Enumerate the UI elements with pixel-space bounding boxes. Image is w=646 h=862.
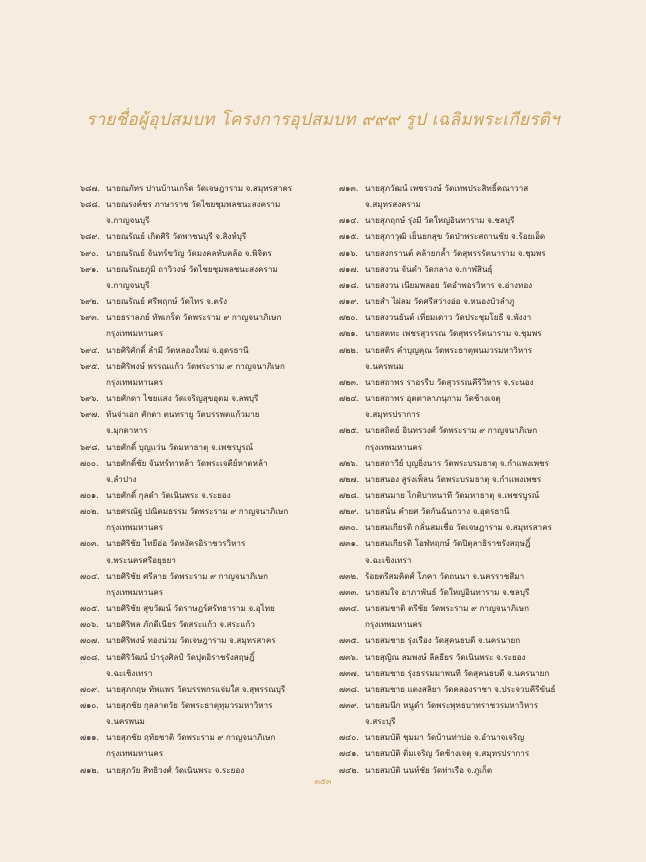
entry-text: นายสถาพร อุตตาลาภนุกาม วัดช้างเจตุ — [365, 393, 501, 404]
entry-number: ๗๐๗. — [80, 635, 100, 646]
entry-text: นายศักดา ไชยแสง วัดเจริญสุขอุดม จ.ลพบุรี — [106, 393, 259, 404]
entry-text: นายสถาพร ราอรรีบ วัดสุวรรณคีรีวิหาร จ.ระนอง — [365, 376, 534, 387]
entry-text-continued: กรุงเทพมหานคร — [365, 619, 423, 630]
entry-number: ๗๒๕. — [339, 425, 360, 436]
entry-number: ๗๑๔. — [339, 215, 359, 226]
entry-number: ๗๓๕. — [339, 635, 360, 646]
list-item — [339, 261, 589, 277]
list-item — [339, 745, 589, 761]
entry-number: ๗๑๕. — [339, 231, 359, 242]
list-item — [80, 228, 330, 244]
list-item — [339, 649, 589, 665]
entry-text: ร้อยตรีสมคิดศ์ โภคา วัดถนนา จ.นครราชสีมา — [365, 570, 525, 581]
list-item — [80, 632, 330, 648]
entry-text-continued: กรุงเทพมหานคร — [106, 586, 164, 597]
entry-text: นายสงกรานต์ คล้ายกล้ำ วัดสุพรรรัตนาราม จ.ชุมพร — [365, 247, 546, 258]
entry-text: นายสมนึก หนูดำ วัดพระพุทธบาทราชวรมหาวิหาร — [365, 700, 539, 710]
entry-text-continued: จ.สมุทรปราการ — [365, 409, 421, 420]
entry-number: ๗๓๔. — [339, 603, 360, 614]
list-item — [339, 535, 589, 551]
entry-text: นายธราลภย์ ทัพเกร็ด วัดพระราม ๙ กาญจนาภิเษก — [106, 312, 282, 323]
list-item — [80, 180, 330, 196]
list-item — [339, 455, 589, 471]
entry-text: นายสุภฤกษ์ รุ่งมี วัดใหญ่อินทาราม จ.ชลบุรี — [365, 215, 515, 226]
entry-number: ๗๐๔. — [80, 570, 100, 581]
list-item — [339, 180, 589, 196]
entry-number: ๗๑๐. — [80, 700, 99, 710]
list-item — [80, 196, 330, 212]
list-item — [339, 228, 589, 244]
entry-text: นายสมบัติ นนท์ชัย วัดท่าเรือ จ.ภูเก็ต — [365, 764, 493, 775]
entry-number: ๗๒๖. — [339, 457, 359, 468]
entry-text: นายศิริพงษ์ ทองน่วม วัดเจษฎาราม จ.สมุทรสาคร — [106, 635, 276, 646]
entry-number: ๖๙๖. — [80, 393, 99, 404]
list-item — [339, 681, 589, 697]
entry-text: นายสำ ไผ่ลม วัดศรีสว่างอ่อ จ.หนองบัวลำภู — [365, 296, 515, 307]
entry-number: ๗๒๓. — [339, 376, 359, 387]
entry-text-continued: จ.นครพนม — [106, 716, 145, 727]
entry-text: นายสมเกียรติ โอฬทฤกษ์ วัดปิตุลาธิราชรังสฤษฎิ์ — [365, 538, 531, 549]
entry-text: นายสถาวีย์ บุญยิ่งนาร วัดพระบรมธาตุ จ.กำแพงเพชร — [365, 457, 549, 468]
entry-number: ๗๓๖. — [339, 651, 359, 662]
entry-text-continued: จ.นครพนม — [365, 360, 404, 371]
entry-text: นายสมชาย รุ่งเรือง วัดสุคนธบดี จ.นครนายก — [365, 635, 521, 646]
entry-text: นายศิริศักดิ์ ลำมี วัดหลองใหม่ จ.อุดรธานี — [106, 344, 249, 355]
list-item — [339, 325, 589, 341]
list-item — [80, 293, 330, 309]
entry-text: นายศิริพล ภักดีเนียร วัดสระแก้ว จ.สระแก้ว — [106, 619, 255, 630]
entry-number: ๗๓๗. — [339, 667, 360, 678]
entry-text: นายศิริชัย สุขวัฒน์ วัดราษฎร์ศรัทธาราม จ.อุไทย — [106, 603, 275, 614]
entry-number: ๗๔๒. — [339, 764, 360, 775]
entry-number: ๖๙๓. — [80, 312, 100, 323]
list-item — [339, 503, 589, 519]
entry-number: ๗๓๓. — [339, 586, 359, 597]
list-item — [80, 503, 330, 519]
entry-text-continued: กรุงเทพมหานคร — [106, 748, 164, 759]
entry-text: นายสุภาวุฒิ เย็นยกสุข วัดป่าพระสถานชัย จ.ร้อยเอ็ด — [365, 231, 546, 242]
list-item — [339, 584, 589, 600]
entry-number: ๖๙๗. — [80, 409, 100, 420]
entry-text: นายสนั่น คำยศ วัดกันฉันกวาง จ.อุดรธานี — [365, 506, 510, 517]
right-name-column — [339, 180, 589, 778]
entry-number: ๗๓๒. — [339, 570, 359, 581]
entry-text: นายสติร คำบุญคุณ วัดพระธาตุพนมวรมหาวิหาร — [365, 344, 533, 355]
entry-text: นายสมชาติ ตรีชัย วัดพระราม ๙ กาญจนาภิเษก — [365, 603, 530, 614]
list-item — [80, 535, 330, 551]
entry-number: ๗๔๐. — [339, 732, 359, 743]
entry-number: ๗๐๕. — [80, 603, 100, 614]
entry-text-continued: จ.ฉะเชิงเทรา — [106, 667, 153, 678]
list-item — [339, 568, 589, 584]
entry-number: ๗๐๘. — [80, 651, 100, 662]
list-item — [339, 487, 589, 503]
list-item — [80, 697, 330, 713]
entry-number: ๖๙๔. — [80, 344, 100, 355]
entry-text: นายณรัณย์ เกิดศิริ วัดพาชนบุรี จ.สิงห์บุรี — [106, 231, 247, 242]
entry-number: ๗๓๙. — [339, 700, 360, 710]
entry-number: ๗๑๖. — [339, 247, 358, 258]
entry-text-continued: จ.พระนครศรีอยุธยา — [106, 554, 176, 565]
list-item — [80, 455, 330, 471]
entry-text: ทันจ่าเอก ศักดา ตนทรายู วัดบรรพตแก้วมาย — [106, 409, 260, 420]
entry-text: นายสุญิณ สมพงษ์ ลีลธียร วัดเนินพระ จ.ระยอง — [365, 651, 526, 662]
entry-text: นายศักดิ์ชัย จันทร์ทาหล้า วัดพระเจดีย์หาดหล้า — [106, 457, 268, 468]
entry-text: นายสมเกียรติ กลั่นสมเชื่อ วัดเจษฎาราม จ.สมุทรสาคร — [365, 522, 552, 533]
list-item — [80, 342, 330, 358]
entry-number: ๗๑๑. — [80, 732, 99, 743]
entry-number: ๗๐๖. — [80, 619, 99, 630]
list-item — [80, 439, 330, 455]
entry-number: ๗๑๓. — [339, 183, 359, 193]
entry-number: ๖๙๒. — [80, 296, 99, 307]
entry-text-continued: จ.มุกดาหาร — [106, 425, 148, 436]
entry-number: ๗๒๙. — [339, 506, 359, 517]
entry-text: นายสมชาย แตงสลิยา วัดคลองราชา จ.ประจวบคีรีขันธ์ — [365, 683, 556, 694]
entry-text: นายสตทะ เพชรสุวรรณ วัดสุพรรรัตนาราม จ.ชุมพร — [365, 328, 542, 339]
entry-text: นายศิริวัฒน์ บำรุงศิลป์ วัดปุตอิราชรังสฤษฎิ์ — [106, 651, 255, 662]
list-item — [339, 245, 589, 261]
entry-number: ๖๙๘. — [80, 441, 100, 452]
entry-number: ๗๒๒. — [339, 344, 359, 355]
entry-number: ๗๓๐. — [339, 522, 359, 533]
entry-text: นายสุภวัย สิทธิวงศ์ วัดเนินพระ จ.ระยอง — [106, 764, 245, 775]
entry-text: นายสนมาย ไกติบาทนาที วัดมหาธาตุ จ.เพชรบูรณ์ — [365, 489, 540, 500]
entry-number: ๗๐๒. — [80, 506, 99, 517]
list-item — [339, 309, 589, 325]
entry-number: ๗๐๓. — [80, 538, 100, 549]
list-item — [80, 729, 330, 745]
list-item — [80, 261, 330, 277]
entry-text: นายสมชาย รุ่งธรรมมาพนที วัดสุคนธบดี จ.นครนายก — [365, 667, 550, 678]
entry-text: นายสุภวัฒน์ เพชรวงษ์ วัดเทพประสิทธิ์คณาวาส — [365, 183, 529, 193]
list-item — [339, 390, 589, 406]
entry-text: นายสมบัติ ชุมมา วัดบ้านท่าบ่อ จ.อำนาจเจริญ — [365, 732, 525, 743]
entry-number: ๗๒๑. — [339, 328, 359, 339]
entry-text: นายสงวนธันต์ เที่ยมเดาว วัดประชุมโยธี จ.พังงา — [365, 312, 532, 323]
list-item — [339, 212, 589, 228]
entry-number: ๖๘๘. — [80, 199, 101, 210]
entry-number: ๖๙๕. — [80, 360, 100, 371]
list-item — [339, 422, 589, 438]
entry-text: นายสุภชัย กุลลาตวัย วัดพระธาตุทุมวรมหาวิหาร — [106, 700, 273, 710]
list-item — [339, 729, 589, 745]
entry-number: ๗๑๘. — [339, 279, 360, 290]
entry-text: นายสถิตย์ อินทรวงศ์ วัดพระราม ๙ กาญจนาภิเษก — [365, 425, 538, 436]
list-item — [80, 649, 330, 665]
entry-text-continued: จ.ลำปาง — [106, 473, 137, 484]
list-item — [339, 342, 589, 358]
list-item — [80, 309, 330, 325]
entry-text: นายศักดิ์ บุญแว่น วัดมหาธาตุ จ.เพชรบูรณ์ — [106, 441, 254, 452]
list-item — [80, 358, 330, 374]
list-item — [339, 277, 589, 293]
entry-number: ๗๓๘. — [339, 683, 360, 694]
entry-text-continued: กรุงเทพมหานคร — [106, 328, 164, 339]
entry-text-continued: จ.สมุทรสงคราม — [365, 199, 421, 210]
list-item — [80, 245, 330, 261]
entry-number: ๖๘๙. — [80, 231, 100, 242]
entry-number: ๗๐๙. — [80, 683, 100, 694]
list-item — [339, 471, 589, 487]
entry-text: นายศรณัฐ ปณิดมธรรม วัดพระราม ๙ กาญจนาภิเษก — [106, 506, 289, 517]
left-name-column — [80, 180, 330, 778]
list-item — [80, 406, 330, 422]
entry-text: นายศิริชัย ไทยีอ่อ วัดหงัครอิราชวรวิหาร — [106, 538, 246, 549]
entry-text: นายสมใจ อาภาพันธ์ วัดใหญ่อินทาราม จ.ชลบุรี — [365, 586, 530, 597]
list-item — [339, 697, 589, 713]
entry-number: ๗๒๘. — [339, 489, 360, 500]
entry-number: ๗๓๑. — [339, 538, 359, 549]
entry-number: ๗๒๔. — [339, 393, 360, 404]
entry-text: นายสงวน เนียมพลอย วัดอำพอรวิหาร จ.อ่างทอง — [365, 279, 533, 290]
entry-text: นายสงวน จันดำ วัดกลาง จ.กาฬสินธุ์ — [365, 263, 493, 274]
entry-text: นายศิริพงษ์ พรรณแก้ว วัดพระราม ๙ กาญจนาภิเษก — [106, 360, 285, 371]
list-item — [80, 616, 330, 632]
entry-text: นายสุภชัย ฤทัยชาติ วัดพระราม ๙ กาญจนาภิเษก — [106, 732, 276, 743]
entry-text: นายสมบัติ ติ่มเจริญ วัดช้างเจตุ จ.สมุทรปราการ — [365, 748, 530, 759]
entry-text: นายสนอง สูรงเพ็ลน วัดพระบรมธาตุ จ.กำแพงเพชร — [365, 473, 542, 484]
entry-number: ๗๒๐. — [339, 312, 358, 323]
entry-text-continued: กรุงเทพมหานคร — [106, 376, 164, 387]
entry-number: ๗๐๐. — [80, 457, 99, 468]
page-title: รายชื่อผู้อุปสมบท โครงการอุปสมบท ๙๙๙ รูป เฉลิมพระเกียรติฯ — [86, 110, 560, 130]
list-item — [339, 293, 589, 309]
list-item — [339, 600, 589, 616]
entry-number: ๖๘๗. — [80, 183, 101, 193]
entry-text: นายสุภกฤษ ทัพแพร วัดบรรพกรแจ่มใส จ.สุพรรณบุรี — [106, 683, 286, 694]
entry-text-continued: กรุงเทพมหานคร — [106, 522, 164, 533]
entry-text: นายณรงค์ชร ภาษาราช วัดไชยชุมพลชนะสงคราม — [106, 199, 281, 210]
entry-number: ๗๑๗. — [339, 263, 359, 274]
list-item — [80, 568, 330, 584]
list-item — [80, 600, 330, 616]
entry-text-continued: จ.ฉะเชิงเทรา — [365, 554, 412, 565]
list-item — [80, 487, 330, 503]
entry-text-continued: จ.กาญจนบุรี — [106, 279, 150, 290]
page-number: ๓๕๓ — [314, 777, 332, 786]
list-item — [80, 390, 330, 406]
list-item — [80, 681, 330, 697]
entry-text-continued: จ.กาญจนบุรี — [106, 215, 150, 226]
entry-number: ๖๙๑. — [80, 263, 99, 274]
entry-text-continued: กรุงเทพมหานคร — [365, 441, 423, 452]
entry-text: นายศิริชัย ศรีลาย วัดพระราม ๙ กาญจนาภิเษก — [106, 570, 269, 581]
entry-number: ๗๒๗. — [339, 473, 360, 484]
entry-number: ๗๐๑. — [80, 489, 99, 500]
entry-number: ๗๑๒. — [80, 764, 100, 775]
entry-text: นายณรัณยภูมิ ถาวิวงษ์ วัดไชยชุมพลชนะสงคราม — [106, 263, 278, 274]
list-item — [339, 374, 589, 390]
entry-number: ๗๑๙. — [339, 296, 359, 307]
list-item — [339, 665, 589, 681]
entry-text-continued: จ.สระบุรี — [365, 716, 396, 727]
entry-text: นายณภัทร ปานบ้านเกร็ด วัดเจษฎาราม จ.สมุทรสาคร — [106, 183, 293, 193]
entry-text: นายศักดิ์ กุลดำ วัดเนินพระ จ.ระยอง — [106, 489, 231, 500]
entry-number: ๖๙๐. — [80, 247, 99, 258]
list-item — [339, 632, 589, 648]
list-item — [339, 519, 589, 535]
entry-number: ๗๔๑. — [339, 748, 359, 759]
entry-text: นายณรัณย์ ศรีพฤกษ์ วัดไทร จ.ตรัง — [106, 296, 228, 307]
entry-text: นายณรัณย์ จันทร์ขวัญ วัดมงคลทับคล้อ จ.พิจิตร — [106, 247, 272, 258]
